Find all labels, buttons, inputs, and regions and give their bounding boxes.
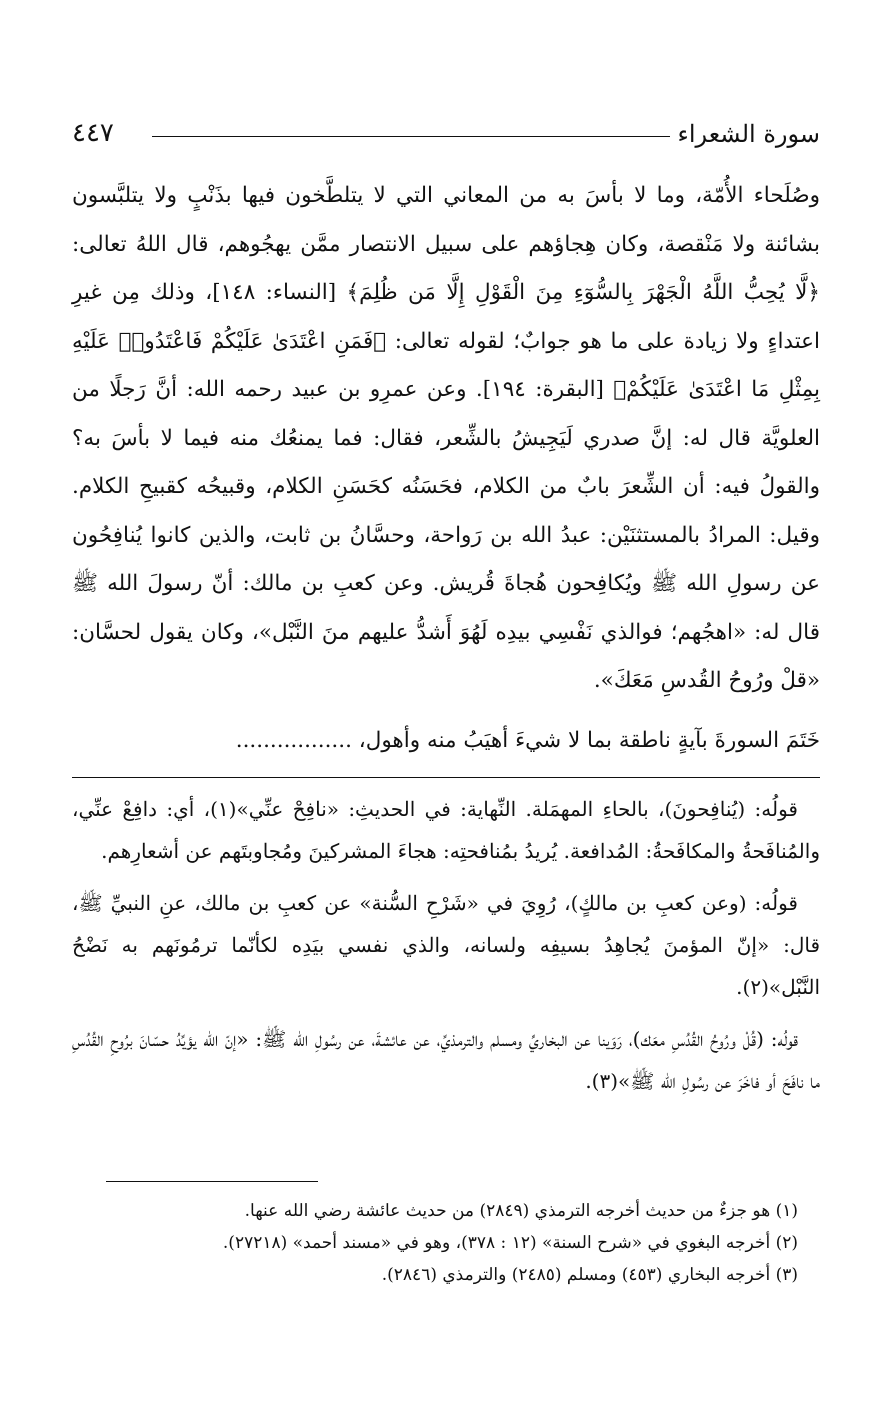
annotation-note-1: قولُه: (يُنافِحونَ)، بالحاءِ المهمَلة. النِّهاية: في الحديثِ: «نافِحْ عنِّي»(١)، أي: دافِعْ عنِّي، والمُنافَحةُ والمكافَحةُ: المُدافعة. يُريدُ بمُنافحتِه: هجاءَ المشركينَ ومُجاوبتَهم عن أشعارِهم. [72,797,820,863]
footnote-divider [106,1181,318,1182]
annotations [72,788,820,1112]
annotation-note-2: قولُه: (وعن كعبِ بن مالكٍ)، رُوِيَ في «شَرْحِ السُّنة» عن كعبِ بن مالك، عنِ النبيِّ ﷺ، قال: «إنّ المؤمنَ يُجاهِدُ بسيفِه ولسانه، والذي نفسي بيَدِه لكأنّما ترمُونَهم به نَضْحُ النَّبْل»(٢). [72,891,820,999]
annotation-note-3: قولُه: (قُلْ ورُوحُ القُدُسِ معَك)، رَوَينا عن البخاريِّ ومسلم والترمذيِّ، عن عائشةَ، عن رسُولِ الله ﷺ: «إنّ الله يؤيِّدُ حسّانَ برُوحِ القُدُسِ ما نافَحَ أو فاخَرَ عن رسُولِ الله ﷺ»(٣). [72,1027,820,1093]
commentary-text [72,172,820,706]
surah-title: سورة الشعراء [677,120,820,148]
footnote-1: (١) هو جزءٌ من حديث أخرجه الترمذي (٢٨٤٩) من حديث عائشة رضي الله عنها. [244,1201,798,1221]
header-rule [152,136,670,137]
footnotes [72,1195,798,1291]
footnote-3: (٣) أخرجه البخاري (٤٥٣) ومسلم (٢٤٨٥) والترمذي (٢٨٤٦). [381,1265,798,1285]
book-page [72,0,820,1415]
page-header [72,114,820,154]
commentary-paragraph: وصُلَحاء الأُمّة، وما لا بأسَ به من المعاني التي لا يتلطَّخون فيها بذَنْبٍ ولا يتلبَّسون بشائنة ولا مَنْقصة، وكان هِجاؤهم على سبيل الانتصار ممَّن يهجُوهم، قال اللهُ تعالى: ﴿لَّا يُحِبُّ اللَّهُ الْجَهْرَ بِالسُّوٓءِ مِنَ الْقَوْلِ إِلَّا مَن ظُلِمَ﴾ [النساء: ١٤٨]، وذلك مِن غيرِ اعتداءٍ ولا زيادة على ما هو جوابٌ؛ لقوله تعالى: ﴿فَمَنِ اعْتَدَىٰ عَلَيْكُمْ فَاعْتَدُوا۟ عَلَيْهِ بِمِثْلِ مَا اعْتَدَىٰ عَلَيْكُمْ﴾ [البقرة: ١٩٤]. وعن عمرِو بن عبيد رحمه الله: أنَّ رَجلًا من العلويَّة قال له: إنَّ صدري لَيَجِيشُ بالشِّعر، فقال: فما يمنعُك منه فيما لا بأسَ به؟ والقولُ فيه: أن الشِّعرَ بابٌ من الكلام، فحَسَنُه كحَسَنِ الكلام، وقبيحُه كقبيحِ الكلام. وقيل: المرادُ بالمستثنَيْن: عبدُ الله بن رَواحة، وحسَّانُ بن ثابت، والذين كانوا يُنافِحُون عن رسولِ الله ﷺ ويُكافِحون هُجاةَ قُريش. وعن كعبِ بن مالك: أنّ رسولَ الله ﷺ قال له: «اهجُهم؛ فوالذي نَفْسِي بيدِه لَهُوَ أَشدُّ عليهم منَ النَّبْل»، وكان يقول لحسَّان: «قلْ ورُوحُ القُدسِ مَعَكَ». [72,183,820,693]
continuation-line: خَتَمَ السورةَ بآيةٍ ناطقة بما لا شيءَ أهيَبُ منه وأهول، ................. [235,728,820,753]
page-number: ٤٤٧ [72,118,114,148]
footnote-2: (٢) أخرجه البغوي في «شرح السنة» (١٢ : ٣٧٨)، وهو في «مسند أحمد» (٢٧٢١٨). [222,1233,798,1253]
section-divider [72,777,820,778]
